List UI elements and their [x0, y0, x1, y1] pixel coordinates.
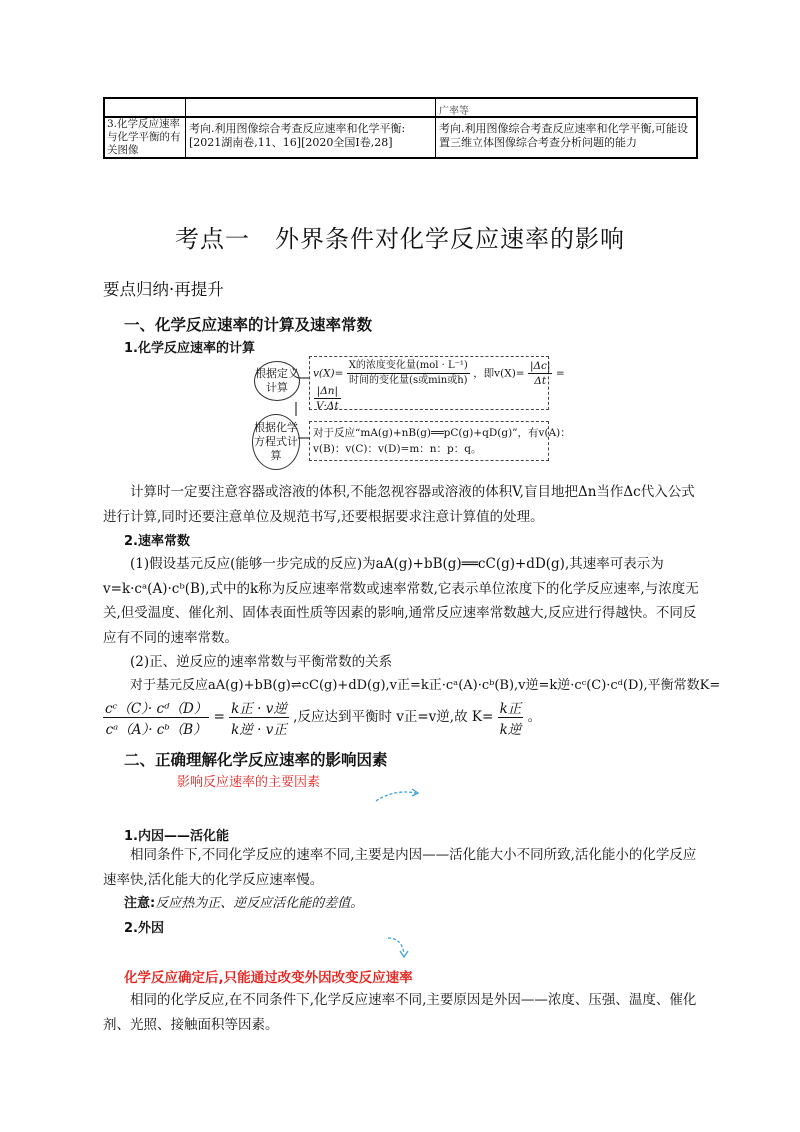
eq-fraction-K-num: k正: [498, 697, 524, 718]
table-topic-cell: 3.化学反应速率与化学平衡的有关图像: [107, 118, 181, 156]
para-external-factors-text: 相同的化学反应,在不同条件下,化学反应速率不同,主要原因是外因——浓度、压强、温度、催化剂、光照、接触面积等因素。: [103, 992, 697, 1033]
eq-mid-text: ,反应达到平衡时 v正=v逆,故 K=: [293, 709, 494, 725]
eq-fraction-K: [498, 697, 524, 738]
oval-definition-label: 根据定义计算: [255, 367, 299, 394]
eq-fraction-k: [229, 697, 289, 738]
annotation-arrow-icon: [374, 785, 424, 805]
formula-fraction-1-den: 时间的变化量(s或min或h): [349, 375, 468, 386]
oval-equation: [252, 414, 300, 470]
formula-equals: =: [555, 367, 565, 380]
para-k-relation-text: 对于基元反应aA(g)+bB(g)⇌cC(g)+dD(g),v正=k正·cᵃ(A)·cᵇ(B),v逆=k逆·cᶜ(C)·cᵈ(D),平衡常数K=: [130, 678, 721, 693]
eq-equals: =: [213, 709, 225, 725]
note-line: [124, 892, 363, 911]
para-rate-constant: [103, 552, 699, 650]
eq-fraction-K-den: k逆: [499, 722, 522, 738]
annotation-external-only: 化学反应确定后,只能通过改变外因改变反应速率: [124, 970, 413, 986]
eq-fraction-conc-num: cᶜ（C）· cᵈ（D）: [103, 697, 209, 718]
formula-fraction-2-num: |Δc|: [529, 360, 551, 372]
table-divider: [185, 99, 186, 157]
para-k-relation: [103, 674, 721, 699]
note-label: 注意:: [124, 896, 156, 911]
table-forecast-cell: 考向.利用图像综合考查反应速率和化学平衡,可能设置三维立体图像综合考查分析问题的能力: [439, 122, 688, 149]
para-volume-warning-text: 计算时一定要注意容器或溶液的体积,不能忽视容器或溶液的体积V,盲目地把Δn当作Δc代入公式进行计算,同时还要注意单位及规范书写,还要根据要求注意计算值的处理。: [103, 484, 695, 525]
eq-fraction-k-den: k逆 · v正: [231, 722, 287, 738]
oval-definition: [254, 361, 300, 401]
formula-fraction-2: [528, 359, 553, 388]
curriculum-table: [103, 97, 698, 159]
para-rate-constant-text: (1)假设基元反应(能够一步完成的反应)为aA(g)+bB(g)══cC(g)+dD(g),其速率可表示为v=k·cᵃ(A)·cᵇ(B),式中的k称为反应速率常数或速率常数,它表示单位浓度下的化学反应速率,与浓度无关,但受温度、催化剂、固体表面性质等因素的影响,通常反应速率常数越大,反应进行得越快。不同反应有不同的速率常数。: [103, 556, 699, 646]
ratio-line-2: v(B)：v(C)：v(D)=m：n：p：q。: [313, 443, 482, 455]
formula-fraction-3-den: V·Δt: [316, 400, 339, 412]
formula-mid: ，即v(X)=: [473, 367, 525, 380]
annotation-main-factors: 影响反应速率的主要因素: [177, 775, 321, 790]
section-heading: 要点归纳·再提升: [103, 280, 224, 299]
eq-fraction-conc-den: cᵃ（A）· cᵇ（B）: [105, 722, 207, 738]
formula-fraction-2-den: Δt: [534, 375, 547, 387]
formula-lhs: v(X)=: [313, 367, 344, 380]
subheading-internal-factor: 1.内因——活化能: [124, 829, 229, 844]
box-equation-ratio: [309, 421, 571, 461]
annotation-curve-arrow-icon: [384, 934, 414, 962]
equilibrium-equation: [103, 697, 541, 738]
oval-equation-label: 根据化学方程式计算: [254, 421, 298, 462]
subheading-rate-calc: 1.化学反应速率的计算: [124, 341, 255, 356]
heading-influence-factors: 二、正确理解化学反应速率的影响因素: [124, 751, 388, 769]
eq-fraction-k-num: k正 · v逆: [229, 697, 289, 718]
para-activation-energy: [103, 843, 699, 892]
box-definition-formula: [309, 356, 565, 412]
eq-fraction-conc: [103, 697, 209, 738]
note-text: 反应热为正、逆反应活化能的差值。: [155, 896, 364, 911]
table-divider: [435, 99, 436, 157]
formula-fraction-3-num: |Δn|: [314, 384, 341, 399]
para-volume-warning: [103, 480, 699, 529]
ratio-line-1: 对于反应“mA(g)+nB(g)══pC(g)+qD(g)”，有v(A)：: [313, 427, 571, 439]
heading-rate-calc: 一、化学反应速率的计算及速率常数: [124, 316, 373, 334]
table-header-row: [105, 99, 696, 118]
subheading-rate-constant: 2.速率常数: [124, 534, 190, 549]
para-k-relation-heading-text: (2)正、逆反应的速率常数与平衡常数的关系: [130, 654, 393, 670]
formula-fraction-1-num: X的浓度变化量(mol · L⁻¹): [347, 359, 470, 374]
para-external-factors: [103, 988, 699, 1037]
table-exam-cell: 考向.利用图像综合考查反应速率和化学平衡:[2021湖南卷,11、16][2020全国Ⅰ卷,28]: [189, 122, 406, 149]
formula-fraction-3: [314, 384, 341, 413]
subheading-external-factor: 2.外因: [124, 921, 164, 936]
table-overflow-text: 广率等: [439, 106, 469, 117]
formula-fraction-1: [347, 359, 470, 388]
page-title: 考点一 外界条件对化学反应速率的影响: [175, 225, 625, 253]
para-k-relation-heading: [103, 650, 699, 675]
eq-end: 。: [527, 709, 542, 725]
para-activation-energy-text: 相同条件下,不同化学反应的速率不同,主要是内因——活化能大小不同所致,活化能小的化学反应速率快,活化能大的化学反应速率慢。: [103, 847, 697, 888]
